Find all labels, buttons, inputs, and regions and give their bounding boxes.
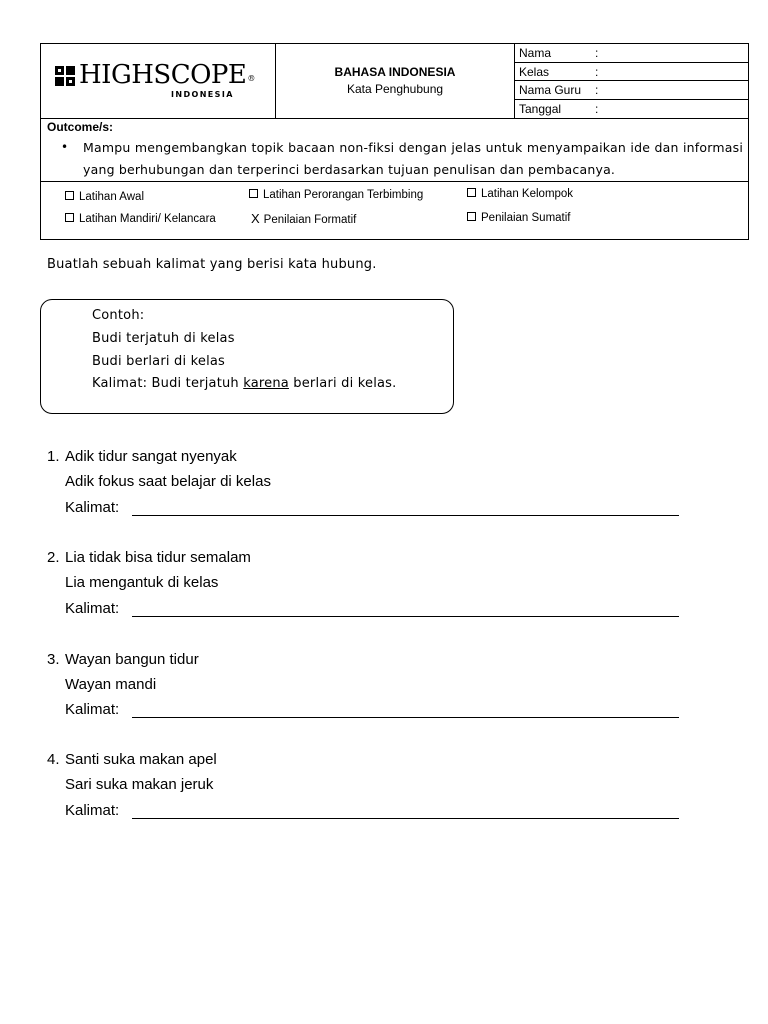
example-title: Contoh: (92, 308, 145, 323)
question-line-2: Wayan mandi (65, 676, 157, 693)
category-latihan-perorangan[interactable]: Latihan Perorangan Terbimbing (249, 189, 423, 201)
question-line-2: Lia mengantuk di kelas (65, 574, 219, 591)
answer-line-3[interactable] (132, 717, 679, 718)
answer-line-4[interactable] (132, 818, 679, 819)
instruction-text: Buatlah sebuah kalimat yang berisi kata hubung. (47, 257, 377, 272)
field-nama[interactable]: Nama : (515, 44, 748, 63)
subject-cell (276, 44, 515, 118)
outcome-label: Outcome/s: (47, 120, 114, 134)
checkbox-icon[interactable] (65, 191, 74, 200)
answer-line-2[interactable] (132, 616, 679, 617)
worksheet-header (40, 43, 749, 240)
example-connector: karena (243, 376, 289, 391)
outcome-text: Mampu mengembangkan topik bacaan non-fiksi dengan jelas untuk menyampaikan ide dan informasi yang berhubungan dan terperinci berdasarkan tujuan penulisan dan pembacanya. (83, 140, 743, 177)
answer-label: Kalimat: (65, 600, 120, 617)
checkbox-icon[interactable] (467, 212, 476, 221)
category-latihan-kelompok[interactable]: Latihan Kelompok (467, 188, 573, 200)
checkbox-icon[interactable] (65, 213, 74, 222)
answer-label: Kalimat: (65, 701, 120, 718)
answer-label: Kalimat: (65, 499, 120, 516)
example-line-2: Budi berlari di kelas (92, 354, 226, 369)
question-number: 1. (47, 448, 60, 465)
question-line-2: Sari suka makan jeruk (65, 776, 214, 793)
question-number: 2. (47, 549, 60, 566)
subject-title: BAHASA INDONESIA (334, 65, 456, 79)
outcome-bullet: • (61, 140, 69, 154)
question-line-1: Adik tidur sangat nyenyak (65, 448, 237, 465)
outcome-section (41, 118, 748, 182)
checkbox-icon[interactable] (467, 188, 476, 197)
answer-line-1[interactable] (132, 515, 679, 516)
student-info-cell (515, 44, 748, 118)
category-latihan-awal[interactable]: Latihan Awal (65, 191, 144, 203)
question-line-1: Wayan bangun tidur (65, 651, 199, 668)
logo-text: HIGHSCOPE® (79, 60, 255, 90)
question-line-2: Adik fokus saat belajar di kelas (65, 473, 271, 490)
category-latihan-mandiri[interactable]: Latihan Mandiri/ Kelancara (65, 213, 216, 225)
field-tanggal[interactable]: Tanggal : (519, 101, 599, 116)
question-line-1: Santi suka makan apel (65, 751, 217, 768)
highscope-logo-icon (55, 66, 75, 86)
header-top-row (41, 44, 748, 119)
example-result: Kalimat: Budi terjatuh karena berlari di kelas. (92, 376, 397, 391)
topic-title: Kata Penghubung (346, 82, 444, 96)
field-nama-guru[interactable]: Nama Guru : (515, 81, 748, 100)
example-box (40, 299, 454, 414)
answer-label: Kalimat: (65, 802, 120, 819)
category-penilaian-formatif[interactable]: X Penilaian Formatif (251, 211, 357, 226)
question-line-1: Lia tidak bisa tidur semalam (65, 549, 251, 566)
category-penilaian-sumatif[interactable]: Penilaian Sumatif (467, 212, 571, 224)
field-kelas[interactable]: Kelas : (515, 63, 748, 82)
checkbox-icon[interactable] (249, 189, 258, 198)
logo-cell (41, 44, 276, 118)
x-mark-icon[interactable]: X (251, 211, 260, 226)
example-line-1: Budi terjatuh di kelas (92, 331, 235, 346)
logo-subtitle: INDONESIA (171, 90, 234, 99)
question-number: 4. (47, 751, 60, 768)
question-number: 3. (47, 651, 60, 668)
assessment-categories (41, 181, 748, 239)
